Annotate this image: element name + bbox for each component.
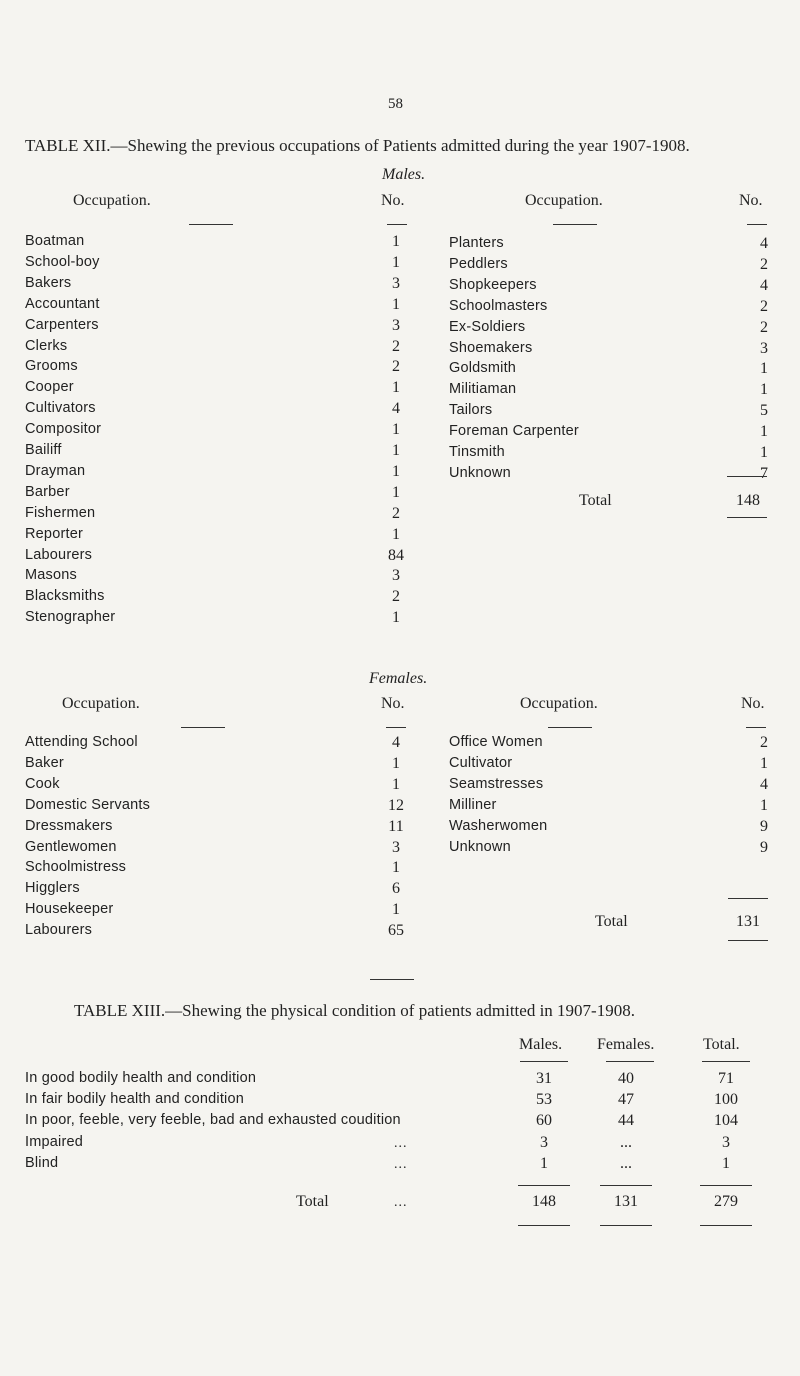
male-row-occupation: Barber	[25, 483, 70, 500]
female-row-occupation: Milliner	[449, 796, 497, 813]
female-row-count: 12	[388, 796, 404, 814]
t13-row-leader-dots: ...	[394, 1135, 408, 1151]
male-row-occupation: Bakers	[25, 274, 72, 291]
male-row-occupation: Bailiff	[25, 442, 62, 458]
t13-row-label: In poor, feeble, very feeble, bad and exhausted coudition	[25, 1112, 401, 1129]
female-row-count: 1	[392, 859, 400, 877]
male-row-occupation: Accountant	[25, 295, 100, 312]
females-col-no-left: No.	[381, 695, 405, 712]
female-row-count: 1	[760, 754, 768, 772]
t13-row-females: ...	[620, 1154, 632, 1172]
female-row-count: 1	[392, 775, 400, 793]
male-row-count: 3	[392, 316, 400, 334]
male-row-occupation: Drayman	[25, 462, 86, 479]
male-row-occupation: Grooms	[25, 358, 78, 375]
male-row-count: 3	[392, 567, 400, 585]
rule	[370, 979, 414, 980]
male-row-count: 5	[760, 402, 768, 420]
t13-row-label: Blind	[25, 1154, 59, 1171]
male-row-count: 2	[760, 255, 768, 273]
female-row-count: 9	[760, 817, 768, 835]
males-col-occupation-left: Occupation.	[73, 192, 151, 209]
rule	[728, 940, 768, 941]
male-row-occupation: Peddlers	[449, 255, 508, 272]
male-row-count: 1	[760, 360, 768, 378]
rule	[727, 517, 767, 518]
t13-row-males: 1	[540, 1154, 548, 1172]
male-row-occupation: Schoolmasters	[449, 297, 548, 314]
t13-row-label: Impaired	[25, 1133, 84, 1150]
t13-row-total: 3	[722, 1133, 730, 1151]
male-row-occupation: Shoemakers	[449, 339, 533, 356]
male-row-count: 4	[392, 400, 400, 418]
rule	[518, 1225, 570, 1226]
male-row-occupation: Fishermen	[25, 504, 96, 521]
rule	[728, 898, 768, 899]
female-row-occupation: Higglers	[25, 880, 80, 897]
male-row-occupation: Tinsmith	[449, 444, 505, 460]
male-row-count: 2	[760, 318, 768, 336]
rule	[702, 1061, 750, 1062]
rule	[386, 727, 406, 728]
males-total-label: Total	[579, 492, 612, 509]
t13-row-males: 60	[536, 1112, 552, 1130]
male-row-count: 3	[392, 274, 400, 292]
table-12-title: TABLE XII.—Shewing the previous occupations of Patients admitted during the year 1907-1908.	[25, 136, 690, 155]
rule	[747, 224, 767, 225]
male-row-occupation: Boatman	[25, 233, 85, 249]
male-row-count: 2	[392, 504, 400, 522]
male-row-count: 1	[392, 233, 400, 250]
female-row-occupation: Dressmakers	[25, 817, 113, 834]
male-row-count: 2	[760, 297, 768, 315]
female-row-occupation: Unknown	[449, 838, 511, 855]
female-row-occupation: Schoolmistress	[25, 859, 127, 876]
page-number: 58	[388, 96, 403, 112]
male-row-count: 2	[392, 588, 400, 606]
table-13-title: TABLE XIII.—Shewing the physical condition of patients admitted in 1907-1908.	[74, 1001, 635, 1020]
male-row-occupation: Carpenters	[25, 316, 99, 333]
male-row-occupation: Labourers	[25, 546, 93, 563]
females-col-occupation-right: Occupation.	[520, 695, 598, 712]
male-row-count: 7	[760, 464, 768, 482]
male-row-occupation: Tailors	[449, 402, 493, 419]
female-row-occupation: Seamstresses	[449, 775, 544, 792]
males-col-no-left: No.	[381, 192, 405, 209]
rule	[700, 1225, 752, 1226]
t13-row-label: In fair bodily health and condition	[25, 1091, 245, 1108]
rule	[520, 1061, 568, 1062]
male-row-occupation: Cultivators	[25, 400, 96, 417]
female-row-occupation: Attending School	[25, 734, 138, 750]
female-row-count: 1	[392, 901, 400, 919]
males-total-value: 148	[736, 492, 760, 509]
rule	[548, 727, 592, 728]
t13-row-leader-dots: ...	[394, 1156, 408, 1172]
male-row-occupation: Stenographer	[25, 609, 116, 626]
male-row-count: 1	[392, 253, 400, 271]
males-col-occupation-right: Occupation.	[525, 192, 603, 209]
female-row-count: 6	[392, 880, 400, 898]
female-row-count: 1	[760, 796, 768, 814]
rule	[189, 224, 233, 225]
female-row-count: 65	[388, 922, 404, 940]
male-row-occupation: Compositor	[25, 421, 102, 438]
rule	[746, 727, 766, 728]
male-row-count: 2	[392, 358, 400, 376]
male-row-count: 1	[392, 462, 400, 480]
male-row-count: 1	[760, 444, 768, 461]
male-row-occupation: Goldsmith	[449, 360, 517, 377]
t13-total-label: Total	[296, 1193, 329, 1210]
male-row-occupation: Cooper	[25, 379, 74, 396]
female-row-count: 11	[388, 817, 404, 835]
female-row-count: 4	[392, 734, 400, 751]
female-row-occupation: Labourers	[25, 922, 93, 939]
t13-row-females: 40	[618, 1070, 634, 1087]
female-row-occupation: Office Women	[449, 734, 543, 750]
t13-col-total: Total.	[703, 1036, 740, 1053]
rule	[553, 224, 597, 225]
male-row-count: 1	[760, 381, 768, 399]
male-row-occupation: Foreman Carpenter	[449, 423, 579, 440]
rule	[181, 727, 225, 728]
t13-total-males: 148	[532, 1193, 556, 1210]
female-row-occupation: Washerwomen	[449, 817, 548, 834]
male-row-count: 3	[760, 339, 768, 357]
t13-row-females: ...	[620, 1133, 632, 1151]
female-row-count: 1	[392, 754, 400, 772]
male-row-occupation: Militiaman	[449, 381, 517, 398]
male-row-occupation: Shopkeepers	[449, 276, 537, 293]
male-row-occupation: Reporter	[25, 525, 84, 542]
male-row-count: 1	[392, 295, 400, 313]
female-row-count: 3	[392, 838, 400, 856]
male-row-count: 1	[392, 379, 400, 397]
rule	[606, 1061, 654, 1062]
female-row-occupation: Baker	[25, 754, 64, 771]
female-row-occupation: Cook	[25, 775, 60, 792]
male-row-occupation: Ex-Soldiers	[449, 318, 526, 335]
males-col-no-right: No.	[739, 192, 763, 209]
t13-row-females: 44	[618, 1112, 634, 1130]
male-row-count: 1	[392, 442, 400, 459]
t13-row-females: 47	[618, 1091, 634, 1109]
male-row-count: 1	[760, 423, 768, 441]
male-row-count: 2	[392, 337, 400, 355]
male-row-occupation: Clerks	[25, 337, 68, 354]
female-row-occupation: Gentlewomen	[25, 838, 117, 855]
male-row-count: 1	[392, 483, 400, 501]
t13-total-dots: ...	[394, 1195, 408, 1210]
t13-total-total: 279	[714, 1193, 738, 1210]
t13-row-total: 1	[722, 1154, 730, 1172]
male-row-occupation: Unknown	[449, 464, 511, 481]
male-row-count: 1	[392, 421, 400, 439]
rule	[700, 1185, 752, 1186]
female-row-count: 4	[760, 775, 768, 793]
female-row-occupation: Cultivator	[449, 754, 513, 771]
male-row-occupation: Blacksmiths	[25, 588, 105, 605]
male-row-count: 4	[760, 276, 768, 294]
rule	[600, 1225, 652, 1226]
male-row-count: 4	[760, 235, 768, 252]
rule	[518, 1185, 570, 1186]
females-total-value: 131	[736, 913, 760, 930]
rule	[727, 476, 767, 477]
t13-row-males: 53	[536, 1091, 552, 1109]
female-row-occupation: Domestic Servants	[25, 796, 151, 813]
t13-col-females: Females.	[597, 1036, 655, 1053]
females-col-no-right: No.	[741, 695, 765, 712]
t13-row-males: 31	[536, 1070, 552, 1087]
female-row-occupation: Housekeeper	[25, 901, 114, 918]
t13-total-females: 131	[614, 1193, 638, 1210]
t13-row-label: In good bodily health and condition	[25, 1070, 257, 1086]
females-heading: Females.	[369, 670, 428, 687]
females-total-label: Total	[595, 913, 628, 930]
male-row-occupation: School-boy	[25, 253, 100, 270]
male-row-occupation: Planters	[449, 235, 504, 251]
rule	[600, 1185, 652, 1186]
male-row-count: 1	[392, 609, 400, 627]
t13-row-males: 3	[540, 1133, 548, 1151]
male-row-count: 1	[392, 525, 400, 543]
male-row-count: 84	[388, 546, 404, 564]
rule	[387, 224, 407, 225]
t13-row-total: 104	[714, 1112, 738, 1130]
female-row-count: 9	[760, 838, 768, 856]
male-row-occupation: Masons	[25, 567, 77, 584]
males-heading: Males.	[382, 166, 426, 183]
female-row-count: 2	[760, 734, 768, 751]
t13-row-total: 71	[718, 1070, 734, 1087]
females-col-occupation-left: Occupation.	[62, 695, 140, 712]
t13-row-total: 100	[714, 1091, 738, 1109]
t13-col-males: Males.	[519, 1036, 563, 1053]
